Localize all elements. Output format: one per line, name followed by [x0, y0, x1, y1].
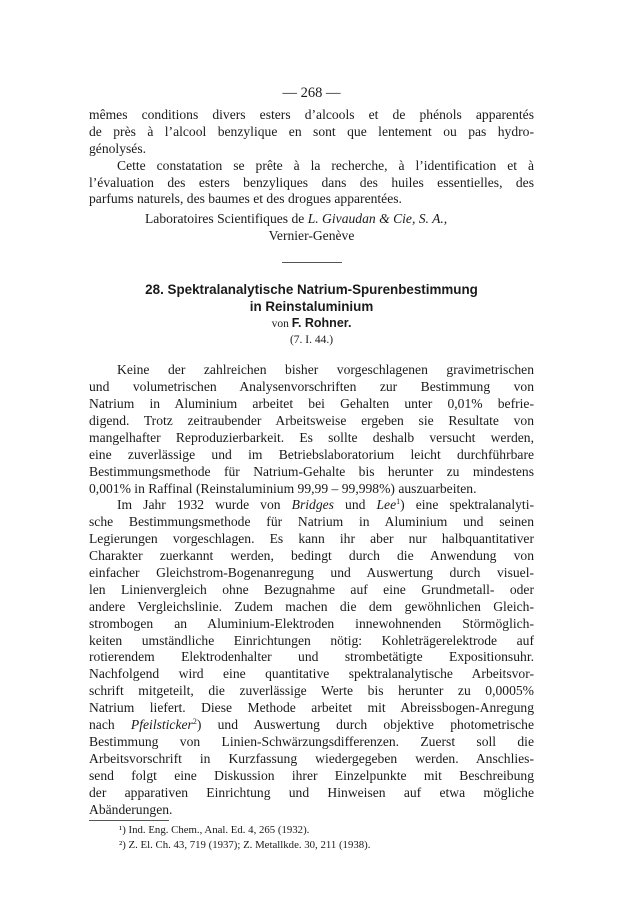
company-name: L. Givaudan [307, 211, 376, 227]
affiliation [89, 210, 534, 244]
text-line: Arbeitsvorschrift in Kurzfassung wiedergegeben werden. Anschlies- [89, 750, 534, 766]
text-line: 0,001% in Raffinal (Reinstaluminium 99,99 – 99,998%) auszuarbeiten. [89, 480, 477, 496]
text-line: Nachfolgend wird eine quantitative spektralanalytische Arbeitsvor- [89, 666, 534, 682]
page-number: — 268 — [282, 85, 341, 101]
footnote-divider [89, 820, 169, 821]
text-line: Natrium in Aluminium arbeitet bei Gehalten unter 0,01% befrie- [89, 396, 534, 412]
text-line: de près à l’alcool benzylique en sont que lentement ou pas hydro- [89, 123, 534, 139]
text-line: Legierungen vorgeschlagen. Es kann ihr aber nur halbquantitativer [89, 531, 534, 547]
text-line: rotierendem Elektrodenhalter und strombetätigte Expositionsuhr. [89, 649, 534, 665]
article-title-line-2: in Reinstaluminium [249, 299, 374, 315]
text-line: strombogen an Aluminium-Elektroden innewohnenden Störmöglich- [89, 615, 534, 631]
conclusion-paragraph [89, 158, 534, 209]
body-paragraph-1 [89, 362, 534, 497]
text-line: l’évaluation des esters benzyliques dans des huiles essentielles, des [89, 174, 534, 190]
text-line: Natrium liefert. Diese Methode arbeitet mit Abreissbogen-Anregung [89, 700, 534, 716]
text-line: Charakter zuerkannt werden, bedingt durch die Anwendung von [89, 548, 534, 564]
text-line: keiten umständliche Einrichtungen nötig: Kohleträgerelektrode auf [89, 632, 534, 648]
author-reference: Pfeilsticker [130, 717, 193, 733]
text-line: schrift mitgeteilt, die zuverlässige Werte bis herunter zu 0,0005% [89, 683, 534, 699]
intro-paragraph [89, 107, 534, 158]
text-line: Im Jahr 1932 wurde von Bridges und Lee$^1$) eine spektralanalyti- [117, 497, 534, 513]
footnote-marker: 2 [192, 717, 197, 727]
text-line: eine zuverlässige und im Betriebslaboratorium leicht durchführbare [89, 446, 534, 462]
text-line: send folgt eine Diskussion ihrer Einzelpunkte mit Beschreibung [89, 767, 534, 783]
page [89, 84, 534, 853]
text-line: mangelhafter Reproduzierbarkeit. Es sollte deshalb versucht werden, [89, 429, 534, 445]
text-line: nach Pfeilsticker$^2$) und Auswertung durch objektive photometrische [89, 717, 534, 733]
text-line: parfums naturels, des baumes et des drogues apparentées. [89, 191, 402, 207]
affiliation-line: Laboratoires Scientifiques de L. Givaudan & Cie, S. A., [145, 211, 448, 227]
text-line: Bestimmungsmethode für Natrium-Gehalte bis herunter zu mindestens [89, 463, 534, 479]
text-line: der apparativen Einrichtung und Hinweisen auf etwa mögliche [89, 784, 534, 800]
footnote-1: ¹) Ind. Eng. Chem., Anal. Ed. 4, 265 (1932). [119, 824, 310, 837]
author-reference: Bridges [291, 497, 334, 513]
article-title-line-1: 28. Spektralanalytische Natrium-Spurenbestimmung [145, 282, 478, 298]
affiliation-place: Vernier-Genève [268, 228, 355, 244]
article-author: von F. Rohner. [271, 316, 352, 331]
body-paragraph-2 [89, 497, 534, 818]
article-date: (7. I. 44.) [289, 334, 334, 347]
text-line: andere Vergleichslinie. Zudem machen die dem gewöhnlichen Gleich- [89, 598, 534, 614]
text-line: len Linienvergleich ohne Bezugnahme auf eine Grundmetall- oder [89, 581, 534, 597]
text-line: génolysés. [89, 140, 147, 156]
text-line: Cette constatation se prête à la recherche, à l’identification et à [117, 157, 534, 173]
text-line: einfacher Gleichstrom-Bogenanregung und Auswertung durch visuel- [89, 565, 534, 581]
text-line: und volumetrischen Analysenvorschriften zur Bestimmung von [89, 379, 534, 395]
text-line: mêmes conditions divers esters d’alcools et de phénols apparentés [89, 107, 534, 122]
text-line: Bestimmung von Linien-Schwärzungsdifferenzen. Zuerst soll die [89, 733, 534, 749]
author-name: F. Rohner. [291, 316, 352, 331]
text-line: Abänderungen. [89, 801, 173, 817]
text-line: digend. Trotz zeitraubender Arbeitsweise ergeben sie Resultate von [89, 413, 534, 429]
author-reference: Lee [376, 497, 397, 513]
text-line: Keine der zahlreichen bisher vorgeschlagenen gravimetrischen [117, 362, 534, 378]
text-line: sche Bestimmungsmethode für Natrium in Aluminium und seinen [89, 514, 534, 530]
section-divider [282, 262, 342, 263]
footnote-marker: 1 [396, 497, 401, 507]
footnote-2: ²) Z. El. Ch. 43, 719 (1937); Z. Metallkde. 30, 211 (1938). [119, 839, 371, 852]
